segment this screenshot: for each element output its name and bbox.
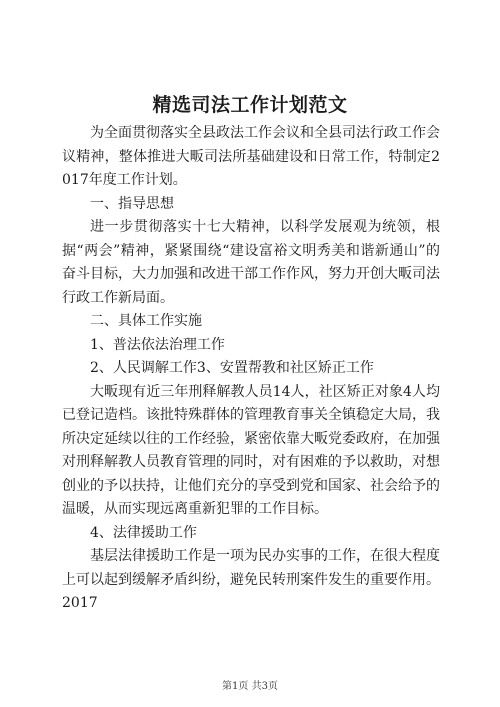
intro-paragraph: 为全面贯彻落实全县政法工作会议和全县司法行政工作会议精神，整体推进大畈司法所基础建设和日常工作，特制定2017年度工作计划。 (62, 125, 440, 188)
section-heading-implementation: 二、具体工作实施 (90, 313, 202, 329)
guiding-thought-paragraph: 进一步贯彻落实十七大精神，以科学发展观为统领，根据“两会”精神，紧紧围绕“建设富裕文明秀美和谐新通山”的奋斗目标，大力加强和改进干部工作作风，努力开创大畈司法行政工作新局面。 (62, 219, 440, 306)
item-legal-aid: 4、法律援助工作 (90, 524, 197, 541)
correction-paragraph: 大畈现有近三年刑释解教人员14人，社区矫正对象4人均已登记造档。该批特殊群体的管理教育事关全镇稳定大局，我所决定延续以往的工作经验，紧密依靠大畈党委政府，在加强对刑释解教人员教育管理的同时，对有困难的予以救助，对想创业的予以扶持，让他们充分的享受到党和国家、社会给予的温暖，从而实现远离重新犯罪的工作目标。 (62, 383, 440, 517)
item-mediation-and-correction: 2、人民调解工作3、安置帮教和社区矫正工作 (90, 360, 374, 376)
document-body (62, 122, 440, 616)
document-title: 精选司法工作计划范文 (152, 94, 348, 116)
page-footer: 第1页 共3页 (222, 681, 278, 692)
item-legal-education: 1、普法依法治理工作 (90, 336, 225, 353)
section-heading-guiding-thought: 一、指导思想 (90, 195, 174, 212)
legal-aid-paragraph: 基层法律援助工作是一项为民办实事的工作，在很大程度上可以起到缓解矛盾纠纷，避免民转刑案件发生的重要作用。2017 (62, 548, 440, 611)
